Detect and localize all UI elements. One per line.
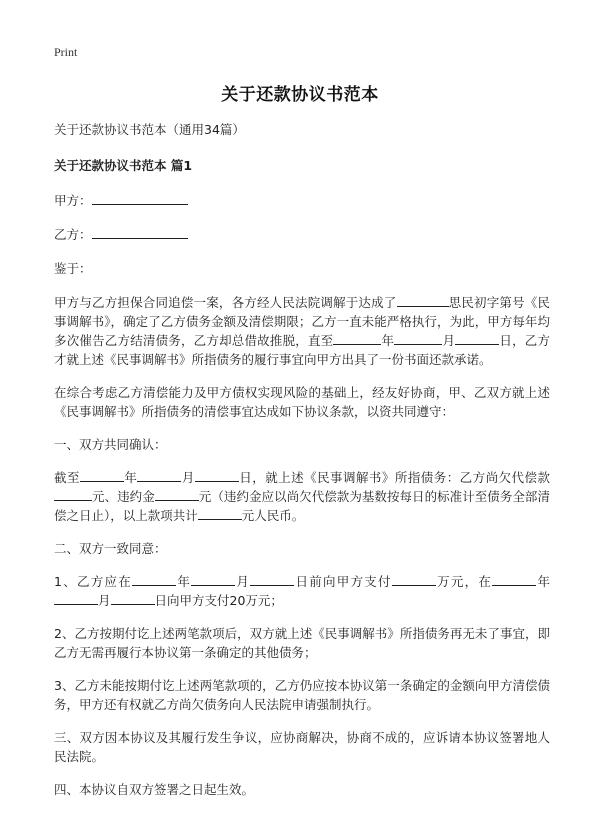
clause-2-item-3: 3、乙方未能按期付讫上述两笔款项的，乙方仍应按本协议第一条确定的金额向甲方清偿债务，甲方还有权就乙方尚欠债务向人民法院申请强制执行。 (54, 678, 550, 712)
blank-field (394, 332, 442, 345)
text-run: 月 (98, 593, 111, 608)
blank-field (250, 573, 294, 586)
text-run: 月 (181, 470, 195, 485)
paragraph-negotiation: 在综合考虑乙方清偿能力及甲方债权实现风险的基础上，经友好协商，甲、乙双方就上述《民事调解书》所指债务的清偿事宜达成如下协议条款，以资共同遵守： (54, 385, 550, 419)
party-a-blank (92, 192, 188, 205)
blank-field (455, 332, 499, 345)
blank-field (137, 469, 181, 482)
text-run: 万元，在 (435, 574, 493, 589)
blank-field (492, 573, 536, 586)
paragraph-background (54, 293, 550, 369)
text-run: 元人民币。 (241, 508, 305, 523)
clause-3: 三、双方因本协议及其履行发生争议，应协商解决，协商不成的，应诉请本协议签署地人民法院。 (54, 730, 550, 764)
clause-4: 四、本协议自双方签署之日起生效。 (54, 782, 255, 797)
text-run: 年 (176, 574, 192, 589)
text-run: 元（违约金应以尚欠代偿款为基数按每日的标准计至债务全部清偿之日止），以上款项共计 (54, 489, 550, 523)
text-run: 甲方与乙方担保合同追偿一案，各方经人民法院调解于达成了 (54, 295, 397, 310)
section-heading: 关于还款协议书范本 篇1 (54, 158, 193, 173)
text-run: 1、乙方应在 (54, 574, 133, 589)
text-run: 日向甲方支付20万元； (154, 593, 283, 608)
text-run: 年 (536, 574, 550, 589)
document-body (54, 120, 550, 813)
text-run: 元、违约金 (92, 489, 155, 504)
text-run: 年 (381, 333, 395, 348)
blank-field (397, 294, 449, 307)
blank-field (54, 488, 92, 501)
party-b-line (54, 225, 550, 244)
blank-field (80, 469, 124, 482)
blank-field (333, 332, 381, 345)
blank-field (392, 573, 436, 586)
clause-1-heading: 一、双方共同确认： (54, 437, 167, 452)
text-run: 日，乙方才就上述《民事调解书》所指债务的履行事宜向甲方出具了一份书面还款承诺。 (54, 333, 550, 367)
text-run: 年 (123, 470, 138, 485)
text-run: 截至 (54, 470, 80, 485)
blank-field (111, 592, 155, 605)
blank-field (132, 573, 176, 586)
print-link[interactable]: Print (54, 45, 78, 59)
clause-2-item-2: 2、乙方按期付讫上述两笔款项后，双方就上述《民事调解书》所指债务再无未了事宜，即乙方无需再履行本协议第一条确定的其他债务； (54, 626, 550, 660)
document-title: 关于还款协议书范本 (221, 85, 379, 105)
text-run: 月 (442, 333, 456, 348)
whereas-label: 鉴于： (54, 261, 92, 276)
party-b-label: 乙方： (54, 227, 92, 242)
text-run: 思民初字第号《民事调解书》，确定了乙方债务金额及清偿期限；乙方一直未能严格执行，为此，甲方每年均多次催告乙方结清债务，乙方却总借故推脱，直至 (54, 295, 550, 348)
blank-field (198, 507, 242, 520)
text-run: 月 (235, 574, 251, 589)
blank-field (155, 488, 199, 501)
party-a-line (54, 191, 550, 210)
party-a-label: 甲方： (54, 193, 92, 208)
party-b-blank (92, 226, 188, 239)
clause-2-item-1 (54, 572, 550, 610)
clause-2-heading: 二、双方一致同意： (54, 541, 167, 556)
blank-field (191, 573, 235, 586)
text-run: 日，就上述《民事调解书》所指债务：乙方尚欠代偿款 (238, 470, 550, 485)
clause-1-body (54, 468, 550, 525)
text-run: 日前向甲方支付 (294, 574, 392, 589)
blank-field (54, 592, 98, 605)
blank-field (195, 469, 239, 482)
document-subtitle: 关于还款协议书范本（通用34篇） (54, 122, 245, 137)
